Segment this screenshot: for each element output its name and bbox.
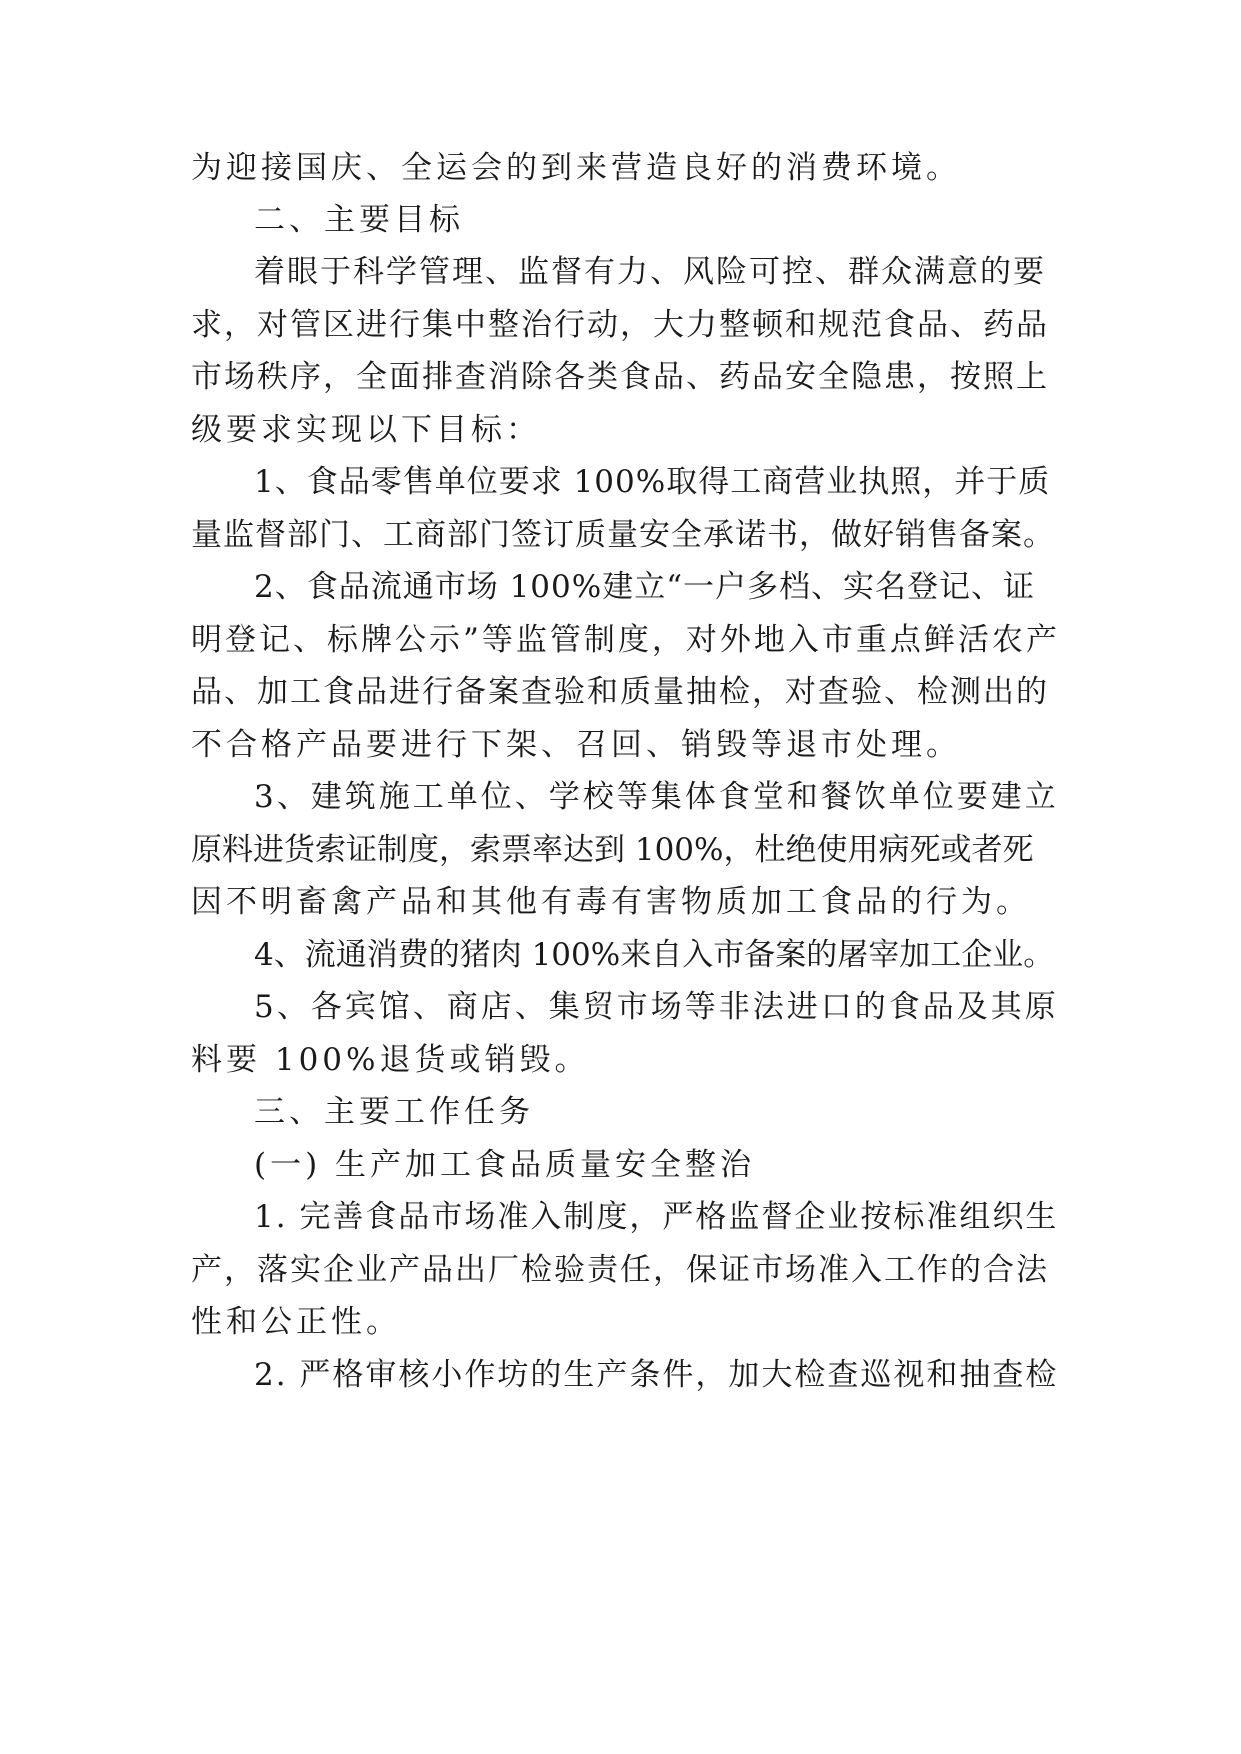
- text-line: 料要 100%退货或销毁。: [191, 1042, 590, 1078]
- text-line: 量监督部门、工商部门签订质量安全承诺书，做好销售备案。: [191, 517, 1055, 553]
- text-line: 1. 完善食品市场准入制度，严格监督企业按标准组织生: [254, 1199, 1059, 1235]
- subsection-heading: (一) 生产加工食品质量安全整治: [254, 1147, 756, 1183]
- text-line: 2、食品流通市场 100%建立“一户多档、实名登记、证: [254, 569, 1036, 605]
- section-heading: 二、主要目标: [254, 202, 464, 238]
- text-line: 2. 严格审核小作坊的生产条件，加大检查巡视和抽查检: [254, 1357, 1059, 1393]
- text-line: 3、建筑施工单位、学校等集体食堂和餐饮单位要建立: [254, 779, 1059, 815]
- text-line: 市场秩序，全面排查消除各类食品、药品安全隐患，按照上: [191, 359, 1049, 395]
- text-line: 品、加工食品进行备案查验和质量抽检，对查验、检测出的: [191, 674, 1049, 710]
- text-line: 求，对管区进行集中整治行动，大力整顿和规范食品、药品: [191, 307, 1049, 343]
- section-heading: 三、主要工作任务: [254, 1094, 534, 1130]
- text-line: 级要求实现以下目标：: [191, 412, 541, 448]
- text-line: 1、食品零售单位要求 100%取得工商营业执照，并于质: [254, 464, 1051, 500]
- text-line: 不合格产品要进行下架、召回、销毁等退市处理。: [191, 727, 961, 763]
- text-line: 产，落实企业产品出厂检验责任，保证市场准入工作的合法: [191, 1252, 1049, 1288]
- text-line: 明登记、标牌公示”等监管制度，对外地入市重点鲜活农产: [191, 622, 1060, 658]
- text-line: 5、各宾馆、商店、集贸市场等非法进口的食品及其原: [254, 989, 1059, 1025]
- text-line: 着眼于科学管理、监督有力、风险可控、群众满意的要: [254, 254, 1046, 290]
- text-line: 为迎接国庆、全运会的到来营造良好的消费环境。: [191, 150, 961, 186]
- text-line: 4、流通消费的猪肉 100%来自入市备案的屠宰加工企业。: [254, 937, 1055, 973]
- text-line: 因不明畜禽产品和其他有毒有害物质加工食品的行为。: [191, 884, 1031, 920]
- text-line: 原料进货索证制度，索票率达到 100%，杜绝使用病死或者死: [191, 832, 1034, 868]
- text-line: 性和公正性。: [191, 1304, 401, 1340]
